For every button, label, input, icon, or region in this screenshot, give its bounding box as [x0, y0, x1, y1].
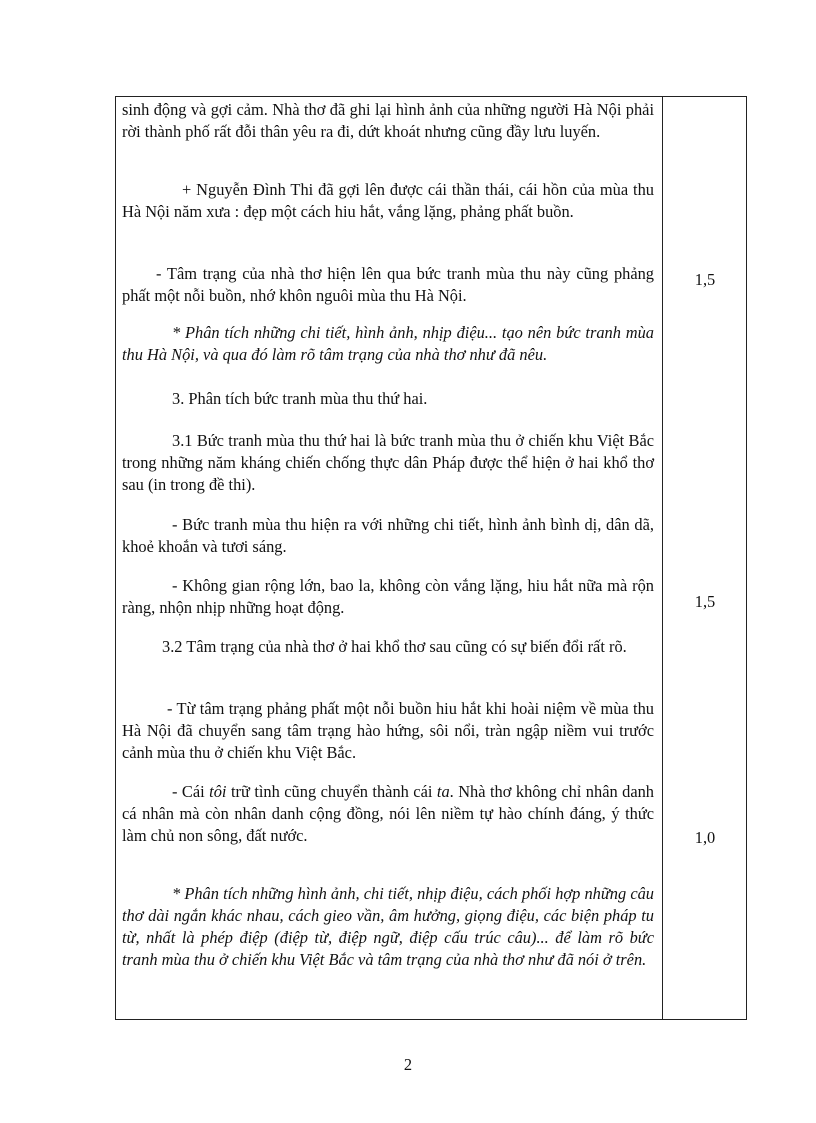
paragraph-11: * Phân tích những hình ảnh, chi tiết, nhịp điệu, cách phối hợp những câu thơ dài ngắn khác nhau, cách gieo vần, âm hưởng, giọng điệu, các biện pháp tu từ, nhất là phép điệp (điệp từ, điệp ngữ, điệp cấu trúc câu)... để làm rõ bức tranh mùa thu ở chiến khu Việt Bắc và tâm trạng của nhà thơ như đã nói ở trên. — [122, 884, 654, 969]
text-run: . Nhà thơ không chỉ nhân danh cá nhân mà còn nhân danh cộng đồng, nói lên niềm tự hào chính đáng, ý thức làm chủ non sông, đất nước. — [122, 782, 655, 845]
paragraph-1: sinh động và gợi cảm. Nhà thơ đã ghi lại hình ảnh của những người Hà Nội phải rời thành phố rất đỗi thân yêu ra đi, dứt khoát nhưng cũng đầy lưu luyến. — [122, 100, 654, 141]
paragraph-3-1: 3.1 Bức tranh mùa thu thứ hai là bức tranh mùa thu ở chiến khu Việt Bắc trong những năm kháng chiến chống thực dân Pháp được thể hiện ở hai khổ thơ sau (in trong đề thi). — [122, 431, 654, 494]
answer-table — [115, 96, 747, 1020]
text-run: - Cái — [172, 782, 210, 801]
paragraph-2: + Nguyễn Đình Thi đã gợi lên được cái thần thái, cái hồn của mùa thu Hà Nội năm xưa : đẹp một cách hiu hắt, vắng lặng, phảng phất buồn. — [122, 180, 654, 221]
paragraph-3-2: 3.2 Tâm trạng của nhà thơ ở hai khổ thơ sau cũng có sự biến đổi rất rõ. — [162, 637, 627, 656]
column-divider — [662, 97, 663, 1019]
paragraph-4: * Phân tích những chi tiết, hình ảnh, nhịp điệu... tạo nên bức tranh mùa thu Hà Nội, và qua đó làm rõ tâm trạng của nhà thơ như đã nêu. — [122, 323, 654, 364]
paragraph-9: - Từ tâm trạng phảng phất một nỗi buồn hiu hắt khi hoài niệm về mùa thu Hà Nội đã chuyển sang tâm trạng hào hứng, sôi nổi, tràn ngập niềm vui trước cảnh mùa thu ở chiến khu Việt Bắc. — [122, 699, 654, 762]
text-run: trữ tình cũng chuyển thành cái — [226, 782, 437, 801]
score-2: 1,5 — [694, 592, 716, 611]
paragraph-6: - Bức tranh mùa thu hiện ra với những chi tiết, hình ảnh bình dị, dân dã, khoẻ khoắn và tươi sáng. — [122, 515, 654, 556]
paragraph-10 — [122, 781, 654, 847]
page-number: 2 — [403, 1055, 413, 1074]
section-heading-3: 3. Phân tích bức tranh mùa thu thứ hai. — [172, 389, 428, 408]
score-3: 1,0 — [694, 828, 716, 847]
italic-term-ta: ta — [436, 782, 450, 801]
paragraph-3: - Tâm trạng của nhà thơ hiện lên qua bức tranh mùa thu này cũng phảng phất một nỗi buồn, nhớ khôn nguôi mùa thu Hà Nội. — [122, 264, 654, 305]
paragraph-7: - Không gian rộng lớn, bao la, không còn vắng lặng, hiu hắt nữa mà rộn ràng, nhộn nhịp những hoạt động. — [122, 576, 654, 617]
italic-term-toi: tôi — [209, 782, 227, 801]
score-1: 1,5 — [694, 270, 716, 289]
